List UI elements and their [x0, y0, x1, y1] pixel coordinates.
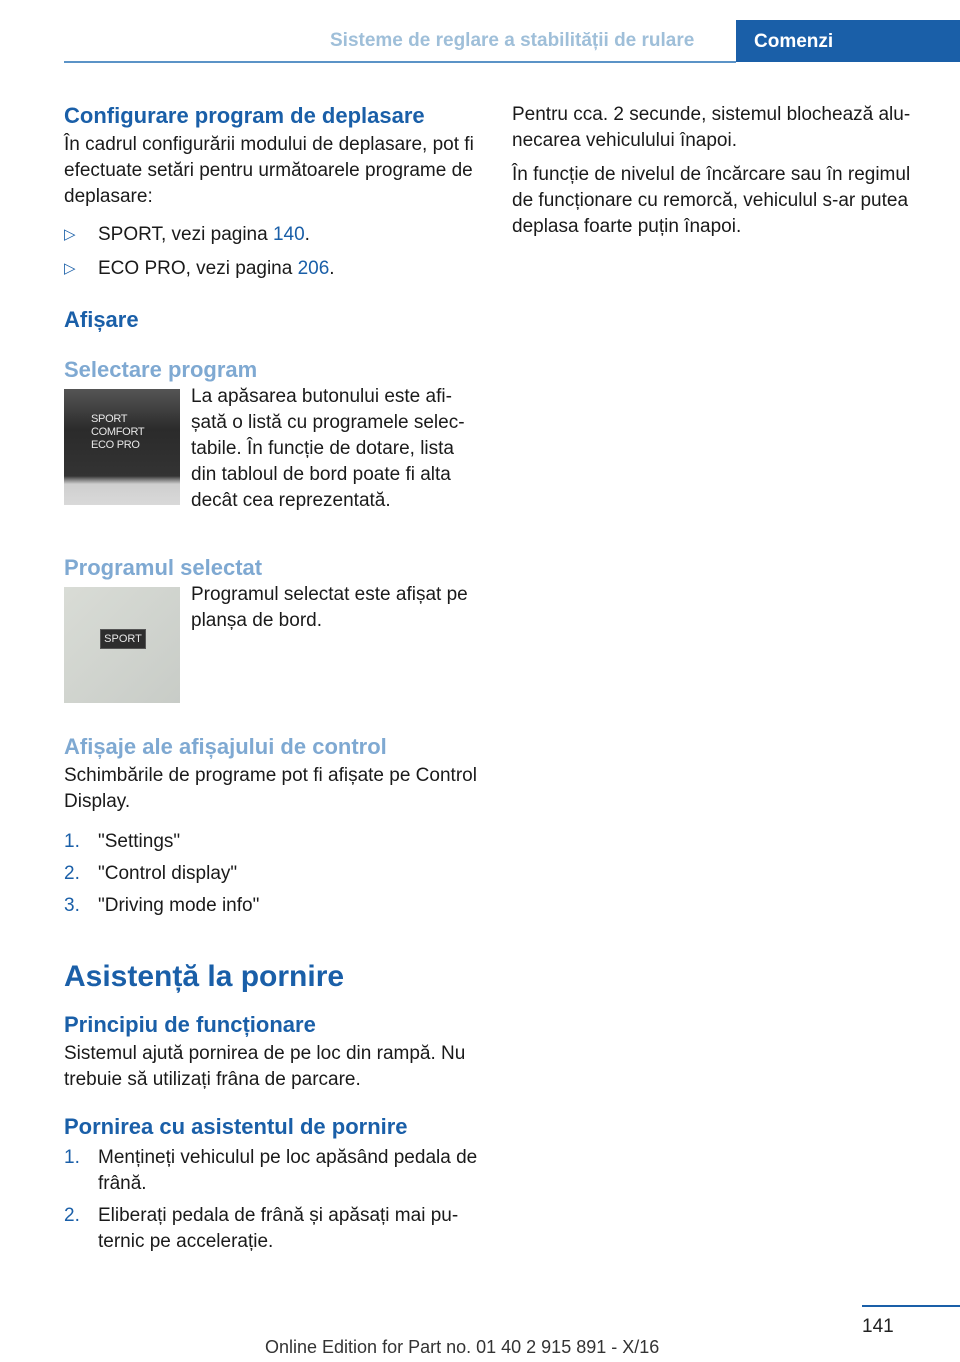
footer-rule [862, 1305, 960, 1307]
select-program-text: La apăsarea butonului este afișată o listă cu programele selectabile. În funcție de dotare, lista din tabloul de bord poate fi alta decât cea reprezentată. [191, 386, 465, 511]
start-procedure-heading: Pornirea cu asistentul de pornire [64, 1114, 408, 1139]
list-item: 2. Eliberați pedala de frână și apăsați mai puternic pe accelerație. [64, 1205, 459, 1252]
hold-duration-text: Pentru cca. 2 secunde, sistemul blochează alunecarea vehiculului înapoi. [512, 104, 911, 151]
running-header-section: Sisteme de reglare a stabilității de rulare [330, 30, 695, 51]
select-program-heading: Selectare program [64, 357, 258, 382]
control-display-heading: Afișaje ale afișajului de control [64, 734, 387, 759]
selected-program-heading: Programul selectat [64, 555, 263, 580]
principle-text: Sistemul ajută pornirea de pe loc din rampă. Nu trebuie să utilizați frâna de parcare. [64, 1043, 466, 1090]
triangle-bullet-icon: ▷ [64, 226, 76, 243]
right-column [512, 102, 928, 240]
page-number: 141 [862, 1316, 894, 1337]
list-item: 1. "Settings" [64, 831, 181, 852]
rollback-note-text: În funcție de nivelul de încărcare sau în regimul de funcționare cu remorcă, vehiculul s-ar putea deplasa foarte puțin înapoi. [512, 164, 911, 237]
list-item: ▷ ECO PRO, vezi pagina 206. [64, 256, 480, 282]
list-item: ▷ SPORT, vezi pagina 140. [64, 222, 480, 248]
selected-program-block [64, 582, 480, 703]
list-item: 2. "Control display" [64, 863, 238, 884]
start-assist-heading: Asistență la pornire [64, 960, 345, 993]
program-list-figure: SPORT COMFORT ECO PRO [64, 389, 180, 505]
control-display-steps [64, 829, 480, 919]
chapter-tab[interactable]: Comenzi [736, 20, 960, 62]
control-display-text: Schimbările de programe pot fi afișate pe Control Display. [64, 765, 477, 812]
edition-footer: Online Edition for Part no. 01 40 2 915 891 - X/16 [265, 1337, 660, 1357]
afisare-heading: Afișare [64, 307, 139, 332]
page-link-206[interactable]: 206 [297, 258, 330, 279]
config-text: În cadrul configurării modului de deplasare, pot fi efectuate setări pentru următoarele programe de deplasare: [64, 134, 474, 207]
config-heading: Configurare program de deplasare [64, 103, 425, 128]
left-column [64, 102, 480, 1255]
list-item: 3. "Driving mode info" [64, 895, 260, 916]
sport-badge: SPORT [100, 629, 146, 649]
page-link-140[interactable]: 140 [272, 224, 305, 245]
selected-program-text: Programul selectat este afișat pe planșa de bord. [191, 584, 468, 631]
triangle-bullet-icon: ▷ [64, 260, 76, 277]
select-program-block [64, 384, 480, 514]
selected-program-figure [64, 587, 180, 703]
principle-heading: Principiu de funcționare [64, 1012, 316, 1037]
header-rule [64, 61, 736, 63]
list-item: 1. Mențineți vehiculul pe loc apăsând pedala de frână. [64, 1147, 478, 1194]
start-procedure-steps [64, 1145, 480, 1255]
config-list [64, 222, 480, 282]
